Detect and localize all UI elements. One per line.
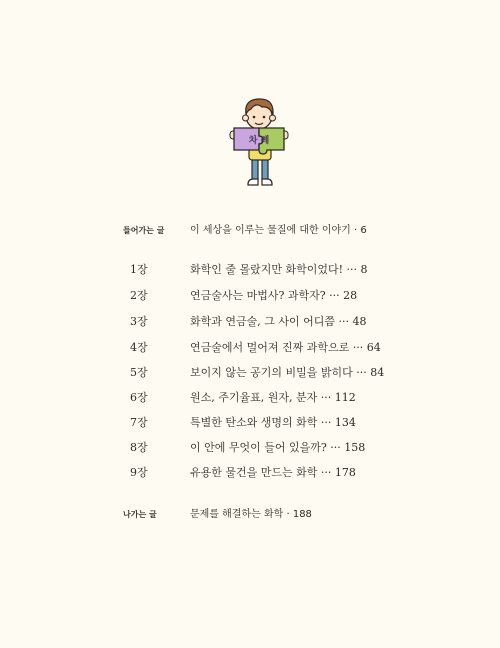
epilogue-label: 나가는 글 — [123, 510, 157, 519]
chapter-title: 특별한 탄소와 생명의 화학 ··· 134 — [190, 416, 356, 429]
prologue-title: 이 세상을 이루는 물질에 대한 이야기 · 6 — [190, 225, 367, 236]
chapter-label: 7장 — [130, 416, 148, 429]
chapter-title: 화학과 연금술, 그 사이 어디쯤 ··· 48 — [190, 315, 367, 328]
chapter-title: 유용한 물건을 만드는 화학 ··· 178 — [190, 466, 356, 479]
toc-chapter-9 — [0, 464, 500, 482]
chapter-title: 이 안에 무엇이 들어 있을까? ··· 158 — [190, 441, 366, 454]
toc-chapter-8 — [0, 439, 500, 457]
toc-chapter-2 — [0, 287, 500, 305]
chapter-title: 보이지 않는 공기의 비밀을 밝히다 ··· 84 — [190, 366, 385, 379]
chapter-label: 3장 — [130, 315, 148, 328]
chapter-label: 6장 — [130, 391, 148, 404]
puzzle-text: 차 례 — [248, 136, 270, 146]
chapter-title: 연금술사는 마법사? 과학자? ··· 28 — [190, 289, 358, 302]
chapter-title: 화학인 줄 몰랐지만 화학이었다! ··· 8 — [190, 263, 368, 276]
chapter-label: 4장 — [130, 341, 148, 354]
boy-holding-puzzle-illustration — [214, 92, 304, 188]
prologue-label: 들어가는 글 — [123, 226, 165, 235]
toc-chapter-3 — [0, 313, 500, 331]
chapter-label: 9장 — [130, 466, 148, 479]
chapter-label: 5장 — [130, 366, 148, 379]
toc-prologue — [0, 222, 500, 240]
toc-chapter-7 — [0, 414, 500, 432]
epilogue-title: 문제를 해결하는 화학 · 188 — [190, 509, 312, 520]
toc-chapter-5 — [0, 364, 500, 382]
toc-chapter-6 — [0, 389, 500, 407]
chapter-title: 원소, 주기율표, 원자, 분자 ··· 112 — [190, 391, 356, 404]
chapter-label: 8장 — [130, 441, 148, 454]
toc-chapter-4 — [0, 339, 500, 357]
toc-chapter-1 — [0, 261, 500, 279]
toc-epilogue — [0, 506, 500, 524]
chapter-title: 연금술에서 멀어져 진짜 과학으로 ··· 64 — [190, 341, 381, 354]
chapter-label: 2장 — [130, 289, 148, 302]
chapter-label: 1장 — [130, 263, 148, 276]
